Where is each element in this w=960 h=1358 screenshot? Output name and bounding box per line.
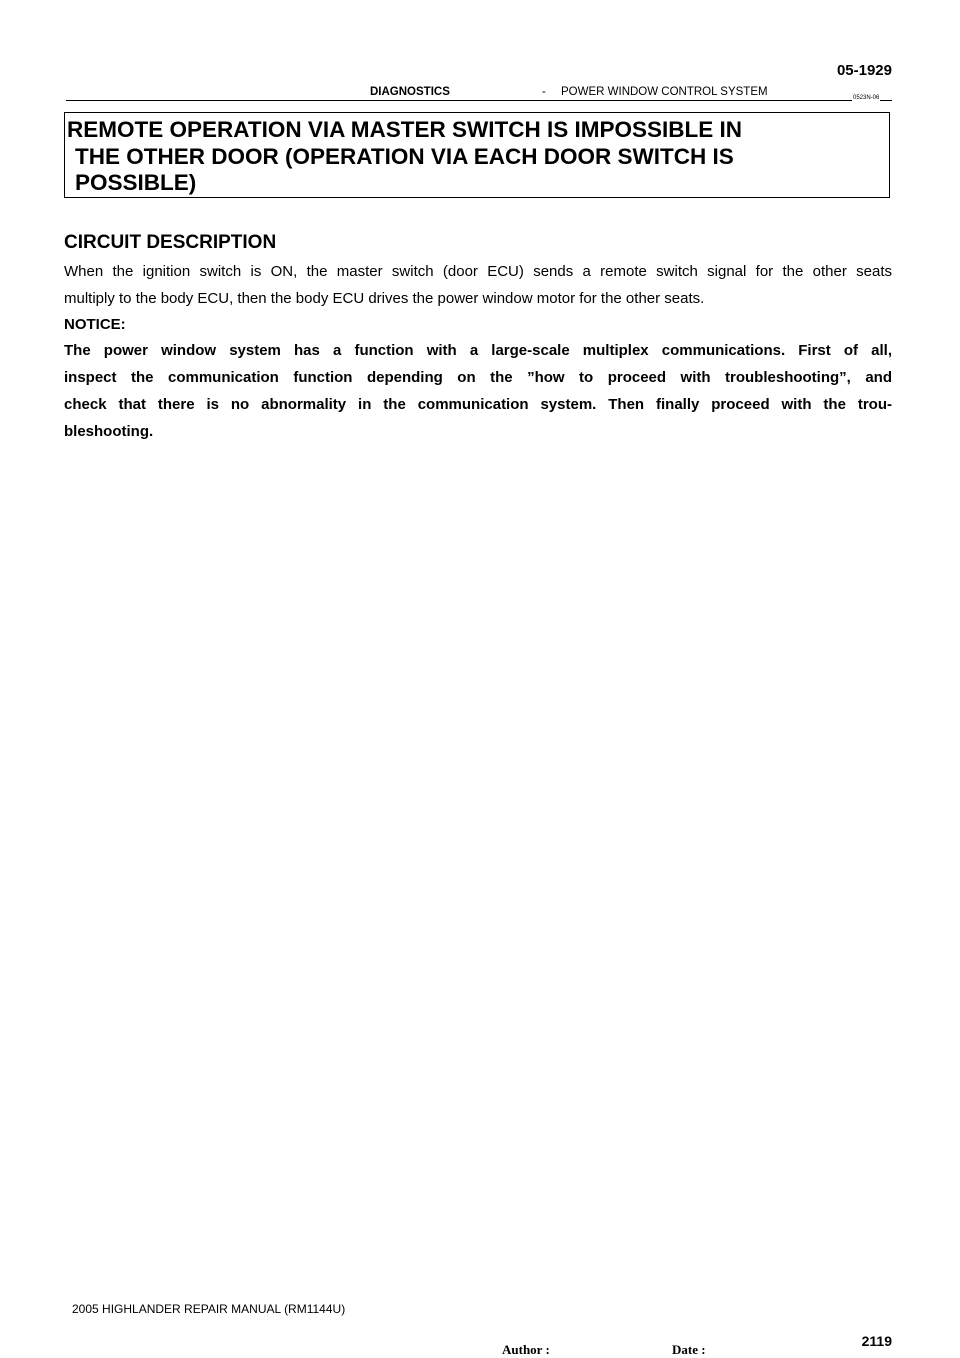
footer-page-number: 2119 [861, 1333, 892, 1349]
header-subsection: POWER WINDOW CONTROL SYSTEM [561, 86, 768, 98]
description-line-1: When the ignition switch is ON, the master switch (door ECU) sends a remote switch signal for the other seats [64, 263, 892, 280]
notice-label: NOTICE: [64, 316, 126, 333]
title-line-1: REMOTE OPERATION VIA MASTER SWITCH IS IMPOSSIBLE IN [67, 117, 743, 142]
footer-date-label: Date : [672, 1342, 706, 1357]
header-rule [66, 100, 892, 101]
footer-author-label: Author : [502, 1342, 550, 1357]
header-section: DIAGNOSTICS [370, 86, 450, 98]
page-number: 05-1929 [836, 62, 892, 79]
notice-line-1: The power window system has a function with a large-scale multiplex communications. First of all, [64, 342, 892, 359]
notice-line-4: bleshooting. [64, 423, 154, 440]
notice-line-3: check that there is no abnormality in the communication system. Then finally proceed with the trou- [64, 396, 892, 413]
doc-code: 0523N-06 [853, 95, 880, 101]
section-heading: CIRCUIT DESCRIPTION [64, 232, 277, 253]
description-line-2: multiply to the body ECU, then the body ECU drives the power window motor for the other seats. [64, 290, 705, 307]
footer-manual: 2005 HIGHLANDER REPAIR MANUAL (RM1144U) [72, 1302, 346, 1316]
notice-line-2: inspect the communication function depending on the ”how to proceed with troubleshooting”, and [64, 369, 892, 386]
header-separator: - [542, 86, 546, 98]
title-line-2: THE OTHER DOOR (OPERATION VIA EACH DOOR SWITCH IS [75, 144, 734, 169]
title-line-3: POSSIBLE) [75, 170, 197, 195]
title-box [64, 112, 890, 198]
